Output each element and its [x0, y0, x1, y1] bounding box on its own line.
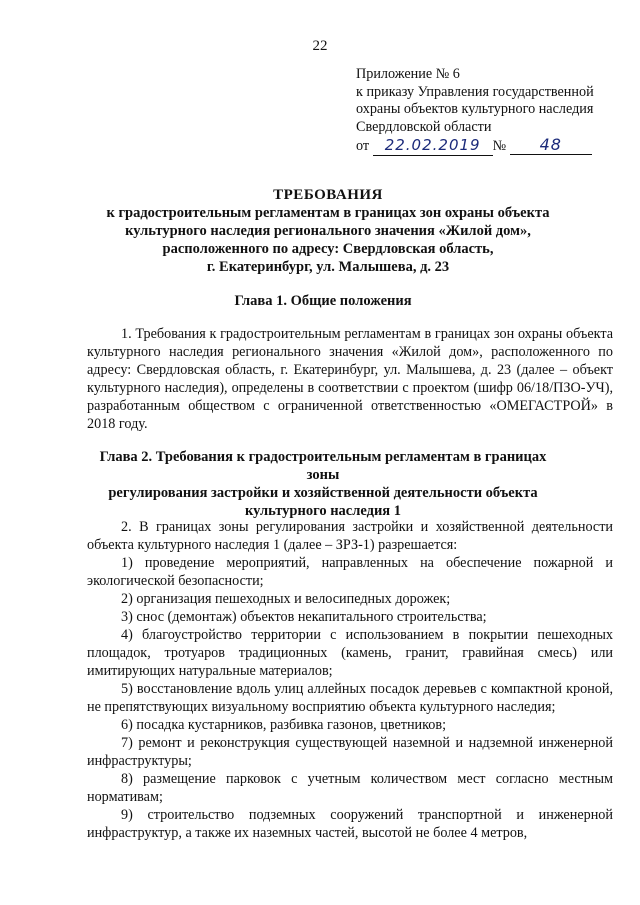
list-item: 7) ремонт и реконструкция существующей наземной и надземной инженерной инфраструктуры;: [87, 735, 613, 769]
chapter-heading-line: регулирования застройки и хозяйственной деятельности объекта: [108, 485, 538, 501]
title-line: расположенного по адресу: Свердловская область,: [162, 241, 494, 257]
annex-line: Свердловской области: [356, 118, 492, 135]
paragraph: 1. Требования к градостроительным регламентам в границах зон охраны объекта культурного наследия регионального значения «Жилой дом», расположенного по адресу: Свердловская область, г. Екатеринбург, ул. Малышева, д. 23 (далее – объект культурного наследия), определены в соответствии с проектом (шифр 06/18/ПЗО-УЧ), разработанным обществом с ограниченной ответственностью «ОМЕГАСТРОЙ» в 2018 году.: [87, 326, 613, 432]
handwritten-number: 48: [510, 136, 592, 155]
list-item: 8) размещение парковок с учетным количеством мест согласно местным нормативам;: [87, 771, 613, 805]
chapter-1-body: [87, 325, 613, 433]
page-number: 22: [312, 38, 328, 54]
annex-line: к приказу Управления государственной: [356, 83, 594, 100]
title-line: к градостроительным регламентам в границах зон охраны объекта: [106, 205, 550, 221]
annex-date-number-line: [356, 136, 626, 156]
chapter-1-heading: Глава 1. Общие положения: [234, 293, 412, 309]
list-item: 4) благоустройство территории с использованием в покрытии пешеходных площадок, тротуаров традиционных (камень, гранит, гравийная смесь) или имитирующих натуральные материалов;: [87, 627, 613, 679]
number-label: №: [492, 138, 507, 154]
chapter-heading-line: Глава 2. Требования к градостроительным регламентам в границах зоны: [99, 449, 547, 483]
chapter-2-heading: [88, 448, 558, 520]
list-item: 9) строительство подземных сооружений транспортной и инженерной инфраструктур, а также их наземных частей, высотой не более 4 метров,: [87, 807, 613, 841]
title-main: ТРЕБОВАНИЯ: [273, 187, 383, 203]
list-item: 6) посадка кустарников, разбивка газонов, цветников;: [121, 717, 447, 733]
list-item: 1) проведение мероприятий, направленных на обеспечение пожарной и экологической безопасности;: [87, 555, 613, 589]
chapter-2-body: [87, 518, 613, 842]
annex-line: охраны объектов культурного наследия: [356, 101, 594, 117]
annex-block: [356, 66, 626, 156]
from-label: от: [356, 138, 370, 154]
list-item: 5) восстановление вдоль улиц аллейных посадок деревьев с компактной кроной, не препятствующих визуальному восприятию объекта культурного наследия;: [87, 681, 613, 715]
list-item: 3) снос (демонтаж) объектов некапитального строительства;: [121, 609, 487, 625]
handwritten-date: 22.02.2019: [373, 137, 493, 156]
paragraph: 2. В границах зоны регулирования застройки и хозяйственной деятельности объекта культурного наследия 1 (далее – ЗРЗ-1) разрешается:: [87, 519, 613, 553]
chapter-heading-line: культурного наследия 1: [244, 503, 402, 519]
list-item: 2) организация пешеходных и велосипедных дорожек;: [121, 591, 451, 607]
title-line: г. Екатеринбург, ул. Малышева, д. 23: [206, 259, 450, 275]
title-line: культурного наследия регионального значения «Жилой дом»,: [125, 223, 531, 239]
document-title: [88, 186, 568, 276]
annex-title: Приложение № 6: [356, 66, 460, 82]
